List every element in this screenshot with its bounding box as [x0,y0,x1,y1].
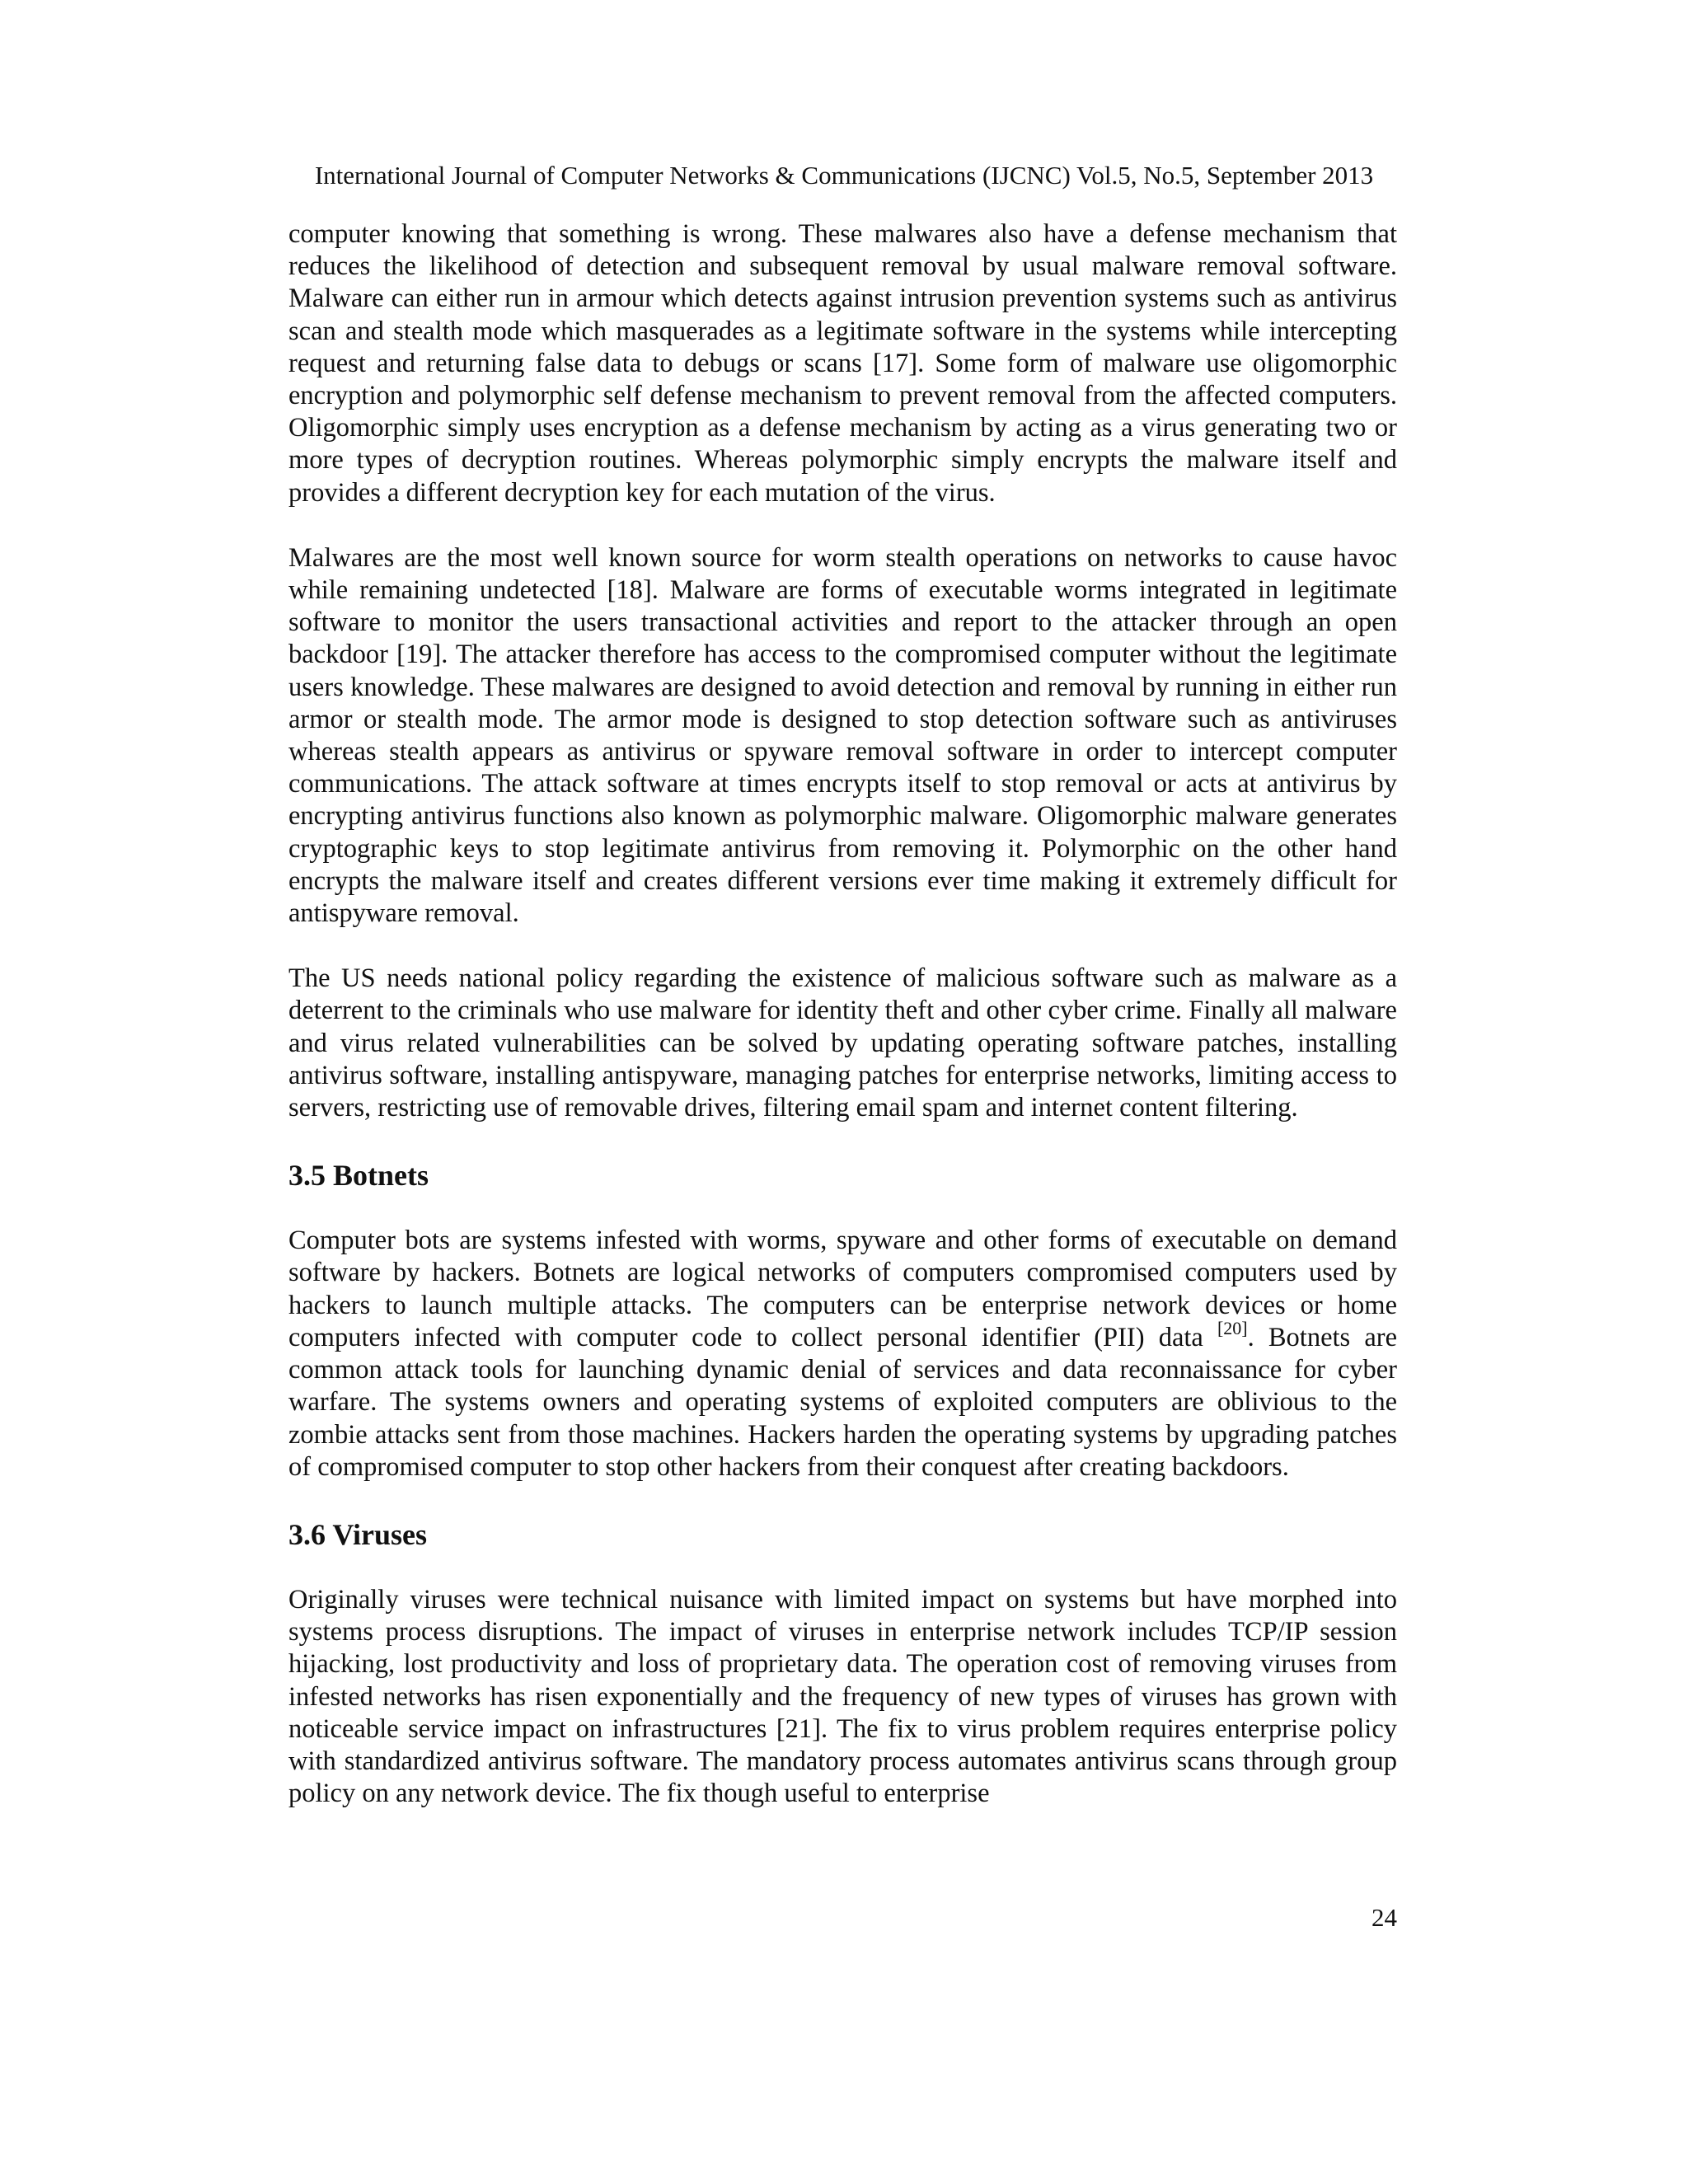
section-heading-viruses: 3.6 Viruses [288,1517,428,1551]
running-header: International Journal of Computer Networks & Communications (IJCNC) Vol.5, No.5, September 2013 [314,161,1374,190]
page-number: 24 [1372,1903,1397,1932]
paragraph-national-policy: The US needs national policy regarding the existence of malicious software such as malware as a deterrent to the criminals who use malware for identity theft and other cyber crime. Finally all malware and virus related vulnerabilities can be solved by updating operating software patches, installing antivirus software, installing antispyware, managing patches for enterprise networks, limiting access to servers, restricting use of removable drives, filtering email spam and internet content filtering. [288,963,1397,1123]
section-heading-botnets: 3.5 Botnets [288,1159,429,1193]
botnets-text-part-1: Computer bots are systems infested with worms, spyware and other forms of executable on demand software by hackers. Botnets are logical networks of computers compromised computers used by hackers to launch multiple attacks. The computers can be enterprise network devices or home computers infected with computer code to collect personal identifier (PII) data [288,1226,1397,1352]
paragraph-malware-stealth: Malwares are the most well known source for worm stealth operations on networks to cause havoc while remaining undetected [18]. Malware are forms of executable worms integrated in legitimate software to monitor the users transactional activities and report to the attacker through an open backdoor [19]. The attacker therefore has access to the compromised computer without the legitimate users knowledge. These malwares are designed to avoid detection and removal by running in either run armor or stealth mode. The armor mode is designed to stop detection software such as antiviruses whereas stealth appears as antivirus or spyware removal software in order to intercept computer communications. The attack software at times encrypts itself to stop removal or acts at antivirus by encrypting antivirus functions also known as polymorphic malware. Oligomorphic malware generates cryptographic keys to stop legitimate antivirus from removing it. Polymorphic on the other hand encrypts the malware itself and creates different versions ever time making it extremely difficult for antispyware removal. [288,542,1397,929]
paragraph-malware-defense: computer knowing that something is wrong. These malwares also have a defense mechanism that reduces the likelihood of detection and subsequent removal by usual malware removal software. Malware can either run in armour which detects against intrusion prevention systems such as antivirus scan and stealth mode which masquerades as a legitimate software in the systems while intercepting request and returning false data to debugs or scans [17]. Some form of malware use oligomorphic encryption and polymorphic self defense mechanism to prevent removal from the affected computers. Oligomorphic simply uses encryption as a defense mechanism by acting as a virus generating two or more types of decryption routines. Whereas polymorphic simply encrypts the malware itself and provides a different decryption key for each mutation of the virus. [288,219,1397,508]
article-body [288,218,1397,1810]
citation-marker: [20] [1217,1317,1248,1338]
botnets-text-part-2: . Botnets are common attack tools for launching dynamic denial of services and data reconnaissance for cyber warfare. The systems owners and operating systems of exploited computers are oblivious to the zombie attacks sent from those machines. Hackers harden the operating systems by upgrading patches of compromised computer to stop other hackers from their conquest after creating backdoors. [288,1322,1397,1482]
paragraph-viruses: Originally viruses were technical nuisance with limited impact on systems but have morphed into systems process disruptions. The impact of viruses in enterprise network includes TCP/IP session hijacking, lost productivity and loss of proprietary data. The operation cost of removing viruses from infested networks has risen exponentially and the frequency of new types of viruses has grown with noticeable service impact on infrastructures [21]. The fix to virus problem requires enterprise policy with standardized antivirus software. The mandatory process automates antivirus scans through group policy on any network device. The fix though useful to enterprise [288,1584,1397,1809]
paragraph-botnets [288,1225,1397,1483]
